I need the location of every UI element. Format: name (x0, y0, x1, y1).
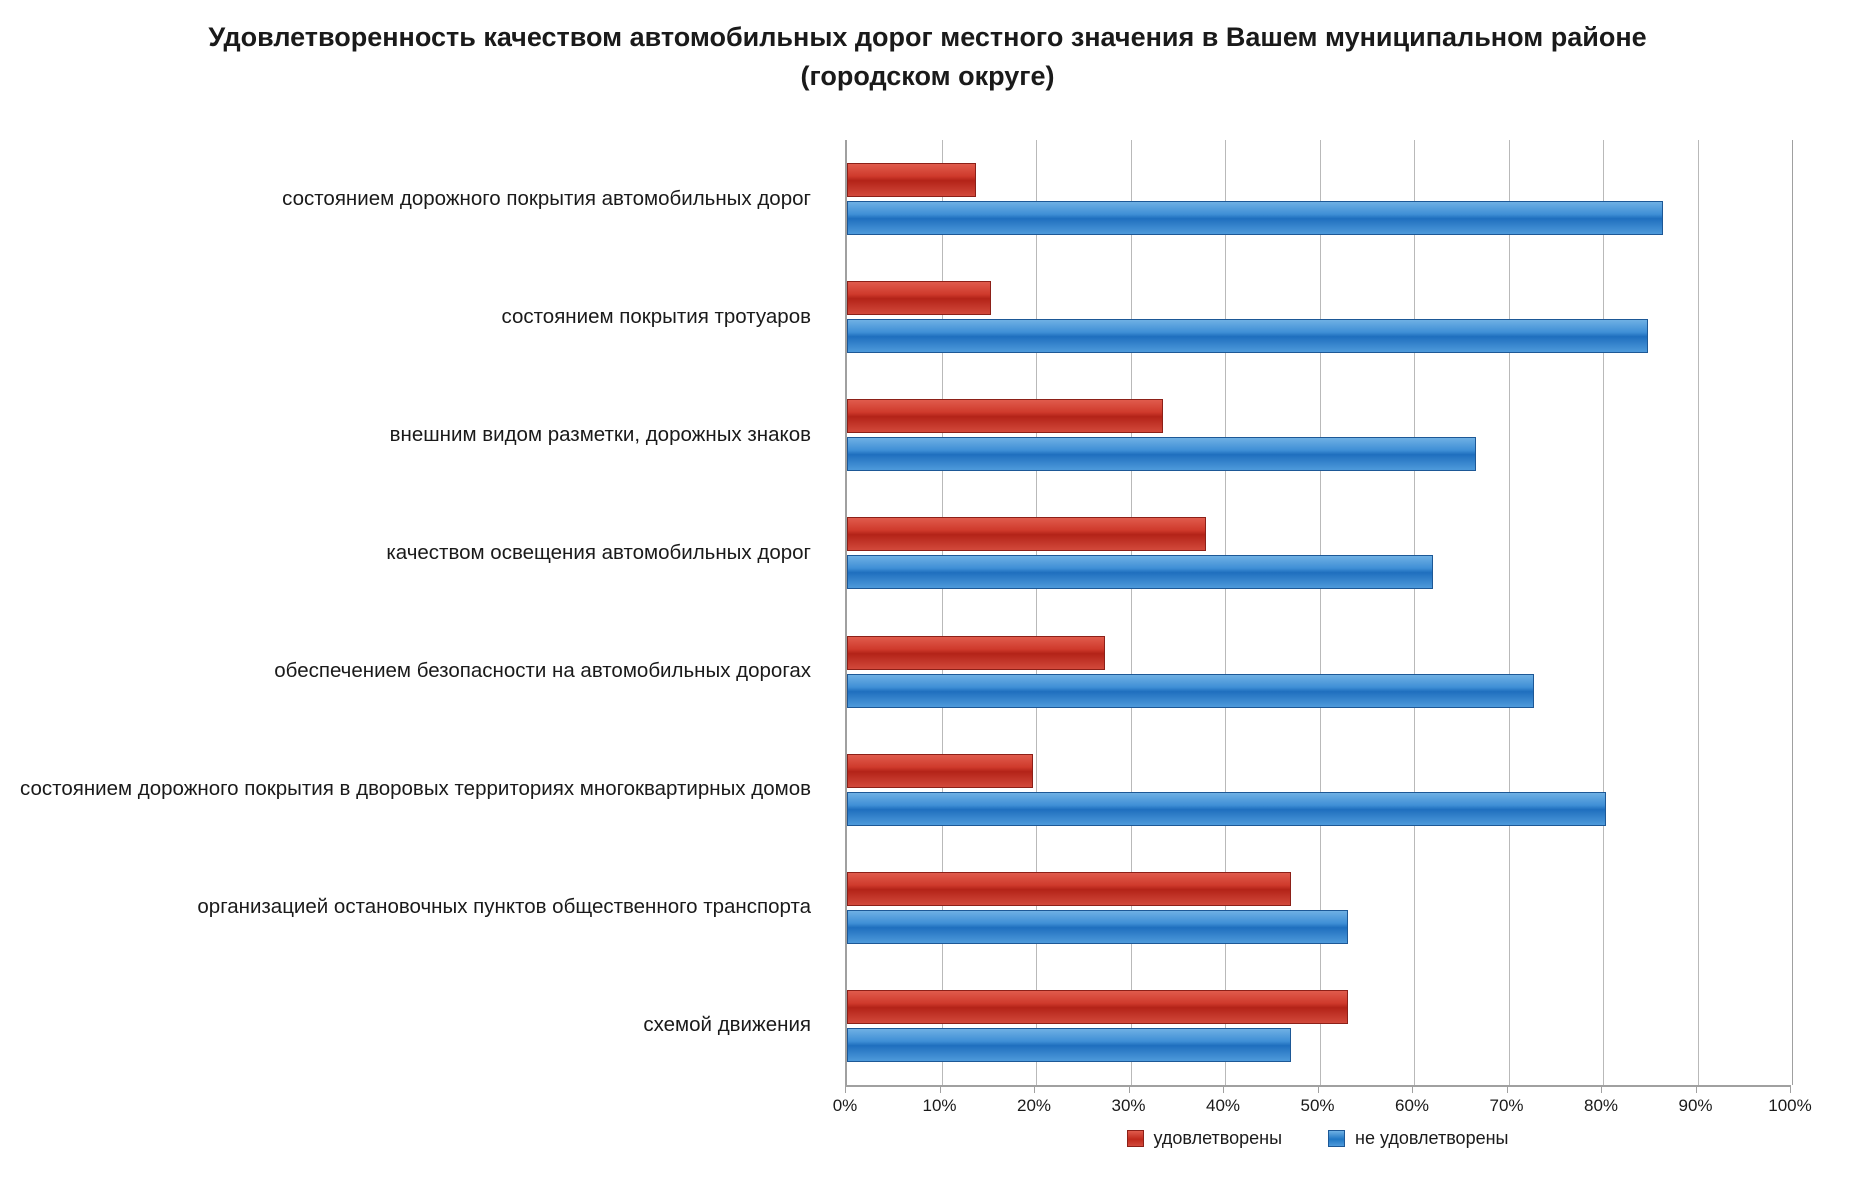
bar-not-satisfied (847, 437, 1476, 471)
x-axis-tick (1696, 1085, 1697, 1093)
x-axis-tick-label: 100% (1768, 1096, 1812, 1115)
x-axis-tick (1129, 1085, 1130, 1093)
gridline (1698, 140, 1699, 1085)
x-axis-tick-label: 80% (1583, 1096, 1619, 1115)
x-axis-tick-label: 10% (922, 1096, 957, 1115)
category-label: организацией остановочных пунктов общественного транспорта (197, 895, 811, 919)
category-axis-labels (0, 140, 845, 1085)
x-axis-tick (845, 1085, 846, 1093)
x-axis-tick (1507, 1085, 1508, 1093)
x-axis-tick-label: 90% (1678, 1096, 1713, 1115)
legend-item[interactable] (1328, 1128, 1508, 1149)
bar-satisfied (847, 636, 1105, 670)
category-label: качеством освещения автомобильных дорог (386, 540, 811, 564)
bar-not-satisfied (847, 792, 1606, 826)
x-axis-tick (1412, 1085, 1413, 1093)
x-axis-tick (1034, 1085, 1035, 1093)
bar-not-satisfied (847, 910, 1348, 944)
category-label: обеспечением безопасности на автомобильных дорогах (274, 659, 811, 683)
bar-not-satisfied (847, 555, 1433, 589)
bar-satisfied (847, 399, 1163, 433)
bar-not-satisfied (847, 1028, 1291, 1062)
category-label: схемой движения (643, 1013, 811, 1037)
gridline (1414, 140, 1415, 1085)
chart-legend (845, 1128, 1790, 1149)
category-label: состоянием покрытия тротуаров (501, 304, 811, 328)
legend-swatch-satisfied (1127, 1130, 1144, 1147)
category-label: внешним видом разметки, дорожных знаков (389, 422, 811, 446)
x-axis-tick (1223, 1085, 1224, 1093)
x-axis-tick-label: 60% (1394, 1096, 1430, 1115)
category-label: состоянием дорожного покрытия автомобильных дорог (282, 186, 811, 210)
gridline (1509, 140, 1510, 1085)
bar-satisfied (847, 517, 1206, 551)
bar-not-satisfied (847, 201, 1663, 235)
x-axis-tick-label: 70% (1489, 1096, 1524, 1115)
x-axis-tick (940, 1085, 941, 1093)
bar-satisfied (847, 754, 1033, 788)
x-axis-tick-label: 0% (832, 1096, 858, 1115)
bar-satisfied (847, 281, 991, 315)
bar-satisfied (847, 163, 976, 197)
category-label: состоянием дорожного покрытия в дворовых территориях многоквартирных домов (20, 777, 811, 801)
x-axis-tick-label: 20% (1016, 1096, 1052, 1115)
bar-satisfied (847, 990, 1348, 1024)
gridline (1603, 140, 1604, 1085)
plot-wrapper (0, 140, 1855, 1115)
x-axis-tick-label: 40% (1205, 1096, 1241, 1115)
x-axis-tick (1318, 1085, 1319, 1093)
x-axis-tick-label: 50% (1300, 1096, 1335, 1115)
plot-area (845, 140, 1790, 1085)
legend-item[interactable] (1127, 1128, 1283, 1149)
x-axis-tick (1790, 1085, 1791, 1093)
x-axis-tick (1601, 1085, 1602, 1093)
legend-swatch-not-satisfied (1328, 1130, 1345, 1147)
bar-satisfied (847, 872, 1291, 906)
chart-title: Удовлетворенность качеством автомобильных дорог местного значения в Вашем муниципальном районе (городском округе) (208, 22, 1647, 92)
bar-not-satisfied (847, 674, 1534, 708)
bar-not-satisfied (847, 319, 1648, 353)
x-axis-tick-label: 30% (1111, 1096, 1146, 1115)
legend-label: не удовлетворены (1355, 1128, 1509, 1148)
legend-label: удовлетворены (1153, 1128, 1283, 1148)
gridline (1792, 140, 1793, 1085)
